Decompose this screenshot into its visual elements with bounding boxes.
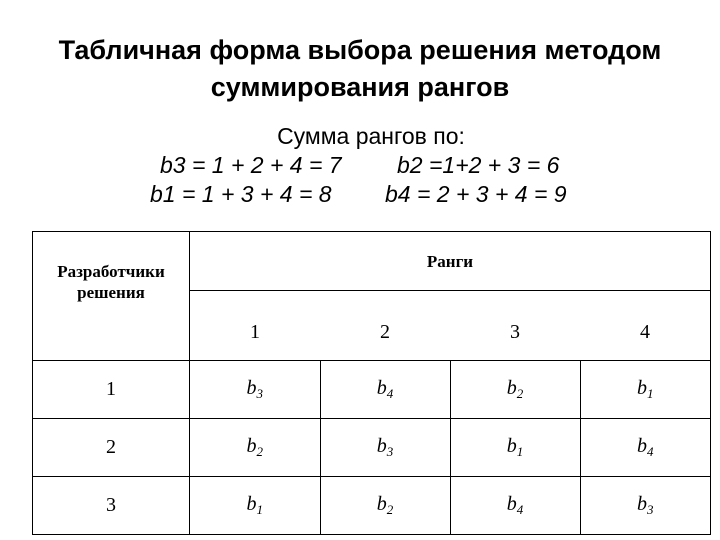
- table-cell: $b_4$: [580, 419, 711, 477]
- rank-column-header: 1: [190, 291, 321, 361]
- table-cell: $b_1$: [450, 419, 580, 477]
- table-cell: $b_4$: [450, 477, 580, 535]
- rank-sums-heading: Сумма рангов по:: [277, 123, 465, 149]
- rank-column-header: 4: [580, 291, 711, 361]
- rank-sums-row-2: [0, 180, 720, 209]
- sum-b4: b4 = 2 + 3 + 4 = 9: [385, 181, 567, 207]
- developer-number: 1: [33, 361, 190, 419]
- rank-column-header: 3: [450, 291, 580, 361]
- table-row: [33, 477, 711, 535]
- page-title: [0, 32, 720, 106]
- title-line-2: суммирования рангов: [210, 72, 510, 102]
- table-cell: $b_3$: [320, 419, 450, 477]
- developer-number: 3: [33, 477, 190, 535]
- table-row: [33, 419, 711, 477]
- table-cell: $b_2$: [450, 361, 580, 419]
- sum-b2: b2 =1+2 + 3 = 6: [397, 152, 560, 178]
- table-cell: $b_2$: [320, 477, 450, 535]
- ranks-header: Ранги: [190, 232, 711, 291]
- rank-column-header: 2: [320, 291, 450, 361]
- developer-number: 2: [33, 419, 190, 477]
- rank-sums-block: [0, 122, 720, 209]
- ranks-table: [32, 231, 711, 535]
- table-cell: $b_1$: [580, 361, 711, 419]
- rank-sums-row-1: [0, 151, 720, 180]
- sum-b1: b1 = 1 + 3 + 4 = 8: [150, 181, 332, 207]
- sum-b3: b3 = 1 + 2 + 4 = 7: [160, 152, 342, 178]
- table-cell: $b_3$: [190, 361, 321, 419]
- title-line-1: Табличная форма выбора решения методом: [58, 35, 662, 65]
- table-cell: $b_4$: [320, 361, 450, 419]
- table-cell: $b_1$: [190, 477, 321, 535]
- table-cell: $b_3$: [580, 477, 711, 535]
- table-cell: $b_2$: [190, 419, 321, 477]
- developers-header: Разработчики решения: [33, 232, 190, 361]
- table-row: [33, 361, 711, 419]
